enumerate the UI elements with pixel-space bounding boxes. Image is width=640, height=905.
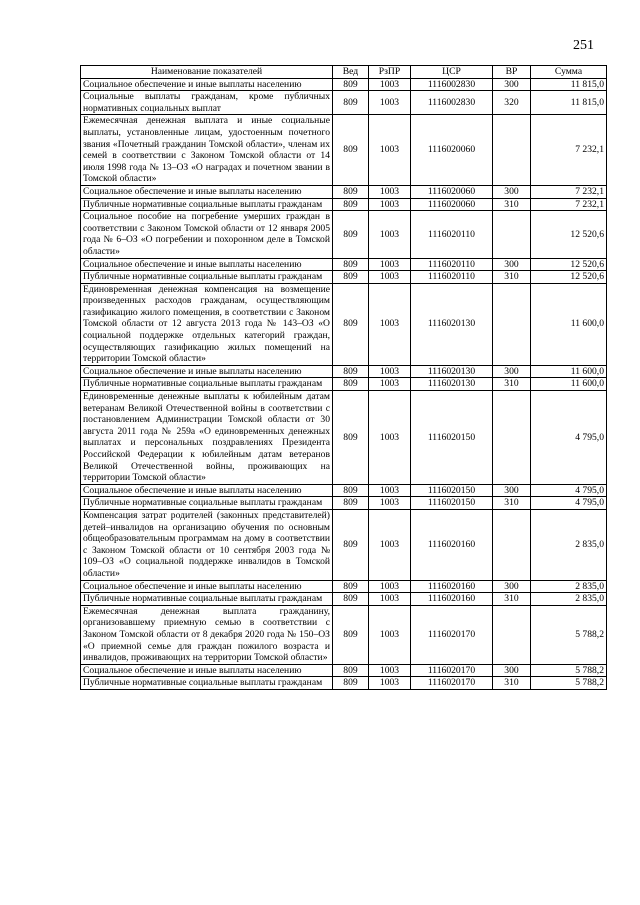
row-rzpr: 1003 [369, 115, 411, 186]
row-csr: 1116020130 [411, 283, 493, 365]
row-name: Социальное обеспечение и иные выплаты населению [81, 580, 333, 593]
row-ved: 809 [333, 509, 369, 580]
row-sum: 11 815,0 [531, 91, 607, 115]
table-row [81, 509, 607, 580]
row-sum: 5 788,2 [531, 677, 607, 690]
row-vr: 310 [493, 593, 531, 606]
row-ved: 809 [333, 677, 369, 690]
row-vr [493, 283, 531, 365]
table-row [81, 271, 607, 284]
table-row [81, 91, 607, 115]
row-name: Компенсация затрат родителей (законных представителей) детей–инвалидов на организацию обучения по основным общеобразовательным программам на дому в соответствии с Законом Томской области от 10 сентября 2003 года № 109–ОЗ «О социальной поддержке инвалидов в Томской области» [81, 509, 333, 580]
row-ved: 809 [333, 593, 369, 606]
row-ved: 809 [333, 484, 369, 497]
row-rzpr: 1003 [369, 91, 411, 115]
row-csr: 1116002830 [411, 91, 493, 115]
row-vr [493, 605, 531, 664]
row-sum: 2 835,0 [531, 580, 607, 593]
row-name: Единовременная денежная компенсация на возмещение произведенных расходов гражданам, осуществляющим газификацию жилого помещения, в соответствии с Законом Томской области от 12 августа 2013 года № 143–ОЗ «О социальной поддержке отдельных категорий граждан, осуществляющих газификацию жилых помещений на территории Томской области» [81, 283, 333, 365]
row-sum: 11 600,0 [531, 378, 607, 391]
row-name: Ежемесячная денежная выплата гражданину, организовавшему приемную семью в соответствии с Законом Томской области от 8 декабря 2020 года № 150–ОЗ «О приемной семье для граждан пожилого возраста и инвалидов, проживающих на территории Томской области» [81, 605, 333, 664]
table-header-row [81, 66, 607, 79]
row-name: Единовременные денежные выплаты к юбилейным датам ветеранам Великой Отечественной войны в соответствии с постановлением Администрации Томской области от 30 августа 2011 года № 259а «О единовременных денежных выплатах и персональных поздравлениях Президента Российской Федерации к юбилейным датам ветеранов Великой Отечественной войны, проживающих на территории Томской области» [81, 391, 333, 485]
row-vr: 300 [493, 78, 531, 91]
table-row [81, 365, 607, 378]
row-name: Социальное обеспечение и иные выплаты населению [81, 484, 333, 497]
page-number: 251 [573, 38, 594, 53]
row-csr: 1116020170 [411, 677, 493, 690]
row-rzpr: 1003 [369, 509, 411, 580]
row-csr: 1116020150 [411, 497, 493, 510]
row-name: Ежемесячная денежная выплата и иные социальные выплаты, установленные лицам, удостоенным почетного звания «Почетный гражданин Томской области», членам их семей в соответствии с Законом Томской области от 14 июля 1998 года № 13–ОЗ «О наградах и почетном звании в Томской области» [81, 115, 333, 186]
row-name: Публичные нормативные социальные выплаты гражданам [81, 271, 333, 284]
row-sum: 7 232,1 [531, 198, 607, 211]
row-csr: 1116020150 [411, 391, 493, 485]
row-ved: 809 [333, 91, 369, 115]
row-ved: 809 [333, 283, 369, 365]
row-sum: 4 795,0 [531, 391, 607, 485]
row-ved: 809 [333, 580, 369, 593]
row-name: Социальное обеспечение и иные выплаты населению [81, 664, 333, 677]
table-row [81, 391, 607, 485]
table-row [81, 258, 607, 271]
row-sum: 2 835,0 [531, 593, 607, 606]
row-name: Публичные нормативные социальные выплаты гражданам [81, 497, 333, 510]
table-row [81, 484, 607, 497]
header-name: Наименование показателей [81, 66, 333, 79]
row-ved: 809 [333, 605, 369, 664]
row-vr: 300 [493, 185, 531, 198]
row-csr: 1116020060 [411, 198, 493, 211]
row-vr: 310 [493, 271, 531, 284]
row-sum: 12 520,6 [531, 271, 607, 284]
row-rzpr: 1003 [369, 605, 411, 664]
row-rzpr: 1003 [369, 593, 411, 606]
row-sum: 12 520,6 [531, 258, 607, 271]
row-name: Публичные нормативные социальные выплаты гражданам [81, 378, 333, 391]
table-row [81, 78, 607, 91]
row-csr: 1116020160 [411, 509, 493, 580]
row-ved: 809 [333, 115, 369, 186]
row-rzpr: 1003 [369, 185, 411, 198]
row-vr: 310 [493, 677, 531, 690]
row-ved: 809 [333, 365, 369, 378]
row-csr: 1116020160 [411, 580, 493, 593]
row-sum: 7 232,1 [531, 115, 607, 186]
row-vr: 300 [493, 258, 531, 271]
row-name: Социальное пособие на погребение умерших граждан в соответствии с Законом Томской области от 12 января 2005 года № 6–ОЗ «О погребении и похоронном деле в Томской области» [81, 211, 333, 258]
table-row [81, 185, 607, 198]
row-csr: 1116020130 [411, 378, 493, 391]
row-csr: 1116020160 [411, 593, 493, 606]
row-rzpr: 1003 [369, 211, 411, 258]
table-row [81, 378, 607, 391]
row-vr: 300 [493, 484, 531, 497]
row-vr [493, 509, 531, 580]
row-csr: 1116020110 [411, 271, 493, 284]
row-rzpr: 1003 [369, 497, 411, 510]
row-rzpr: 1003 [369, 283, 411, 365]
row-ved: 809 [333, 78, 369, 91]
row-csr: 1116020060 [411, 115, 493, 186]
row-sum: 4 795,0 [531, 484, 607, 497]
row-csr: 1116020170 [411, 605, 493, 664]
table-row [81, 677, 607, 690]
row-rzpr: 1003 [369, 198, 411, 211]
table-row [81, 605, 607, 664]
row-sum: 11 600,0 [531, 283, 607, 365]
row-name: Социальное обеспечение и иные выплаты населению [81, 185, 333, 198]
row-sum: 4 795,0 [531, 497, 607, 510]
row-vr: 310 [493, 497, 531, 510]
row-vr: 320 [493, 91, 531, 115]
row-sum: 2 835,0 [531, 509, 607, 580]
row-ved: 809 [333, 211, 369, 258]
row-csr: 1116020110 [411, 211, 493, 258]
row-rzpr: 1003 [369, 258, 411, 271]
row-sum: 11 815,0 [531, 78, 607, 91]
row-rzpr: 1003 [369, 378, 411, 391]
row-vr: 300 [493, 664, 531, 677]
row-vr: 310 [493, 198, 531, 211]
row-name: Социальное обеспечение и иные выплаты населению [81, 78, 333, 91]
table-row [81, 593, 607, 606]
row-name: Публичные нормативные социальные выплаты гражданам [81, 593, 333, 606]
row-rzpr: 1003 [369, 484, 411, 497]
row-sum: 12 520,6 [531, 211, 607, 258]
row-name: Публичные нормативные социальные выплаты гражданам [81, 198, 333, 211]
row-vr [493, 391, 531, 485]
row-ved: 809 [333, 497, 369, 510]
row-csr: 1116020110 [411, 258, 493, 271]
row-ved: 809 [333, 391, 369, 485]
table-row [81, 664, 607, 677]
table-row [81, 115, 607, 186]
row-rzpr: 1003 [369, 391, 411, 485]
header-ved: Вед [333, 66, 369, 79]
row-name: Социальные выплаты гражданам, кроме публичных нормативных социальных выплат [81, 91, 333, 115]
table-row [81, 283, 607, 365]
row-sum: 5 788,2 [531, 664, 607, 677]
row-sum: 5 788,2 [531, 605, 607, 664]
header-sum: Сумма [531, 66, 607, 79]
row-ved: 809 [333, 185, 369, 198]
header-rzpr: РзПР [369, 66, 411, 79]
row-csr: 1116020170 [411, 664, 493, 677]
header-csr: ЦСР [411, 66, 493, 79]
row-ved: 809 [333, 198, 369, 211]
row-sum: 11 600,0 [531, 365, 607, 378]
row-csr: 1116020130 [411, 365, 493, 378]
row-rzpr: 1003 [369, 365, 411, 378]
row-ved: 809 [333, 378, 369, 391]
table-row [81, 198, 607, 211]
table-row [81, 580, 607, 593]
row-rzpr: 1003 [369, 580, 411, 593]
row-vr [493, 211, 531, 258]
budget-table [80, 65, 607, 690]
row-vr: 310 [493, 378, 531, 391]
row-name: Социальное обеспечение и иные выплаты населению [81, 258, 333, 271]
row-rzpr: 1003 [369, 78, 411, 91]
row-vr: 300 [493, 365, 531, 378]
table-row [81, 497, 607, 510]
row-rzpr: 1003 [369, 677, 411, 690]
row-csr: 1116002830 [411, 78, 493, 91]
row-name: Социальное обеспечение и иные выплаты населению [81, 365, 333, 378]
row-ved: 809 [333, 664, 369, 677]
row-ved: 809 [333, 271, 369, 284]
row-csr: 1116020060 [411, 185, 493, 198]
table-row [81, 211, 607, 258]
row-rzpr: 1003 [369, 271, 411, 284]
row-name: Публичные нормативные социальные выплаты гражданам [81, 677, 333, 690]
row-csr: 1116020150 [411, 484, 493, 497]
row-vr: 300 [493, 580, 531, 593]
row-rzpr: 1003 [369, 664, 411, 677]
row-ved: 809 [333, 258, 369, 271]
row-sum: 7 232,1 [531, 185, 607, 198]
row-vr [493, 115, 531, 186]
header-vr: ВР [493, 66, 531, 79]
